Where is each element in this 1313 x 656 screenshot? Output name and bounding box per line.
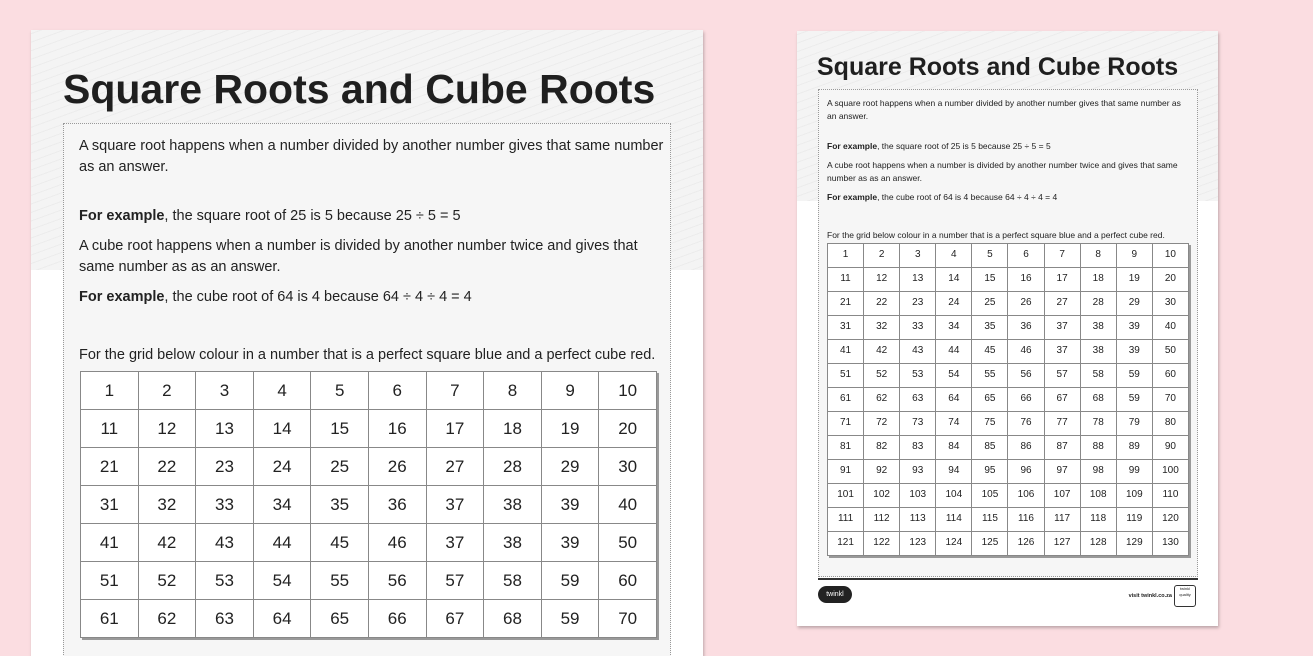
grid-cell: 92 [864, 460, 900, 484]
grid-cell: 122 [864, 532, 900, 556]
grid-cell: 64 [253, 600, 311, 638]
grid-cell: 32 [864, 316, 900, 340]
grid-cell: 14 [936, 268, 972, 292]
grid-cell: 129 [1116, 532, 1152, 556]
cube-root-example: For example, the cube root of 64 is 4 because 64 ÷ 4 ÷ 4 = 4 [79, 289, 472, 305]
grid-cell: 43 [196, 524, 254, 562]
grid-cell: 16 [368, 410, 426, 448]
grid-cell: 28 [484, 448, 542, 486]
grid-cell: 95 [972, 460, 1008, 484]
cube-root-definition: A cube root happens when a number is divided by another number twice and gives that same number as as an answer. [827, 160, 1178, 183]
grid-cell: 38 [1080, 316, 1116, 340]
grid-cell: 20 [1152, 268, 1188, 292]
grid-cell: 89 [1116, 436, 1152, 460]
grid-cell: 85 [972, 436, 1008, 460]
grid-row [81, 372, 657, 410]
number-grid [80, 371, 657, 638]
grid-cell: 35 [311, 486, 369, 524]
grid-cell: 63 [900, 388, 936, 412]
grid-cell: 34 [253, 486, 311, 524]
grid-cell: 2 [138, 372, 196, 410]
grid-cell: 93 [900, 460, 936, 484]
grid-cell: 104 [936, 484, 972, 508]
grid-cell: 36 [1008, 316, 1044, 340]
grid-cell: 52 [138, 562, 196, 600]
grid-cell: 62 [138, 600, 196, 638]
grid-cell: 13 [900, 268, 936, 292]
grid-cell: 114 [936, 508, 972, 532]
grid-cell: 3 [900, 244, 936, 268]
grid-cell: 10 [599, 372, 657, 410]
grid-cell: 84 [936, 436, 972, 460]
grid-cell: 124 [936, 532, 972, 556]
grid-cell: 59 [541, 600, 599, 638]
grid-cell: 60 [599, 562, 657, 600]
grid-cell: 61 [828, 388, 864, 412]
grid-cell: 12 [138, 410, 196, 448]
grid-row [81, 600, 657, 638]
info-box [818, 89, 1198, 577]
grid-cell: 53 [196, 562, 254, 600]
grid-cell: 38 [484, 524, 542, 562]
grid-row [828, 388, 1189, 412]
grid-cell: 6 [368, 372, 426, 410]
grid-cell: 39 [541, 524, 599, 562]
grid-cell: 41 [81, 524, 139, 562]
grid-cell: 37 [426, 524, 484, 562]
grid-cell: 130 [1152, 532, 1188, 556]
grid-cell: 13 [196, 410, 254, 448]
grid-cell: 113 [900, 508, 936, 532]
grid-cell: 46 [1008, 340, 1044, 364]
grid-row [828, 508, 1189, 532]
grid-cell: 94 [936, 460, 972, 484]
grid-cell: 55 [311, 562, 369, 600]
grid-cell: 41 [828, 340, 864, 364]
grid-row [81, 486, 657, 524]
grid-cell: 53 [900, 364, 936, 388]
grid-cell: 18 [1080, 268, 1116, 292]
grid-cell: 1 [81, 372, 139, 410]
grid-row [81, 562, 657, 600]
grid-cell: 88 [1080, 436, 1116, 460]
grid-cell: 83 [900, 436, 936, 460]
grid-cell: 57 [1044, 364, 1080, 388]
grid-row [828, 340, 1189, 364]
grid-cell: 72 [864, 412, 900, 436]
grid-cell: 97 [1044, 460, 1080, 484]
grid-cell: 120 [1152, 508, 1188, 532]
grid-cell: 115 [972, 508, 1008, 532]
grid-row [828, 244, 1189, 268]
grid-cell: 46 [368, 524, 426, 562]
quality-badge-icon: twinkl quality [1174, 585, 1196, 607]
grid-cell: 125 [972, 532, 1008, 556]
grid-cell: 58 [484, 562, 542, 600]
grid-cell: 33 [196, 486, 254, 524]
grid-cell: 45 [311, 524, 369, 562]
grid-cell: 11 [81, 410, 139, 448]
grid-row [81, 448, 657, 486]
grid-instruction: For the grid below colour in a number that is a perfect square blue and a perfect cube red. [827, 230, 1165, 240]
grid-cell: 58 [1080, 364, 1116, 388]
grid-cell: 105 [972, 484, 1008, 508]
grid-cell: 62 [864, 388, 900, 412]
grid-cell: 14 [253, 410, 311, 448]
grid-row [828, 268, 1189, 292]
page-title: Square Roots and Cube Roots [63, 66, 656, 112]
page-title: Square Roots and Cube Roots [817, 53, 1179, 81]
info-box [63, 123, 671, 656]
grid-cell: 5 [311, 372, 369, 410]
grid-cell: 40 [1152, 316, 1188, 340]
grid-cell: 17 [426, 410, 484, 448]
grid-cell: 103 [900, 484, 936, 508]
grid-cell: 101 [828, 484, 864, 508]
grid-cell: 26 [1008, 292, 1044, 316]
grid-cell: 8 [1080, 244, 1116, 268]
grid-cell: 57 [426, 562, 484, 600]
grid-cell: 22 [138, 448, 196, 486]
grid-cell: 24 [936, 292, 972, 316]
cube-root-example: For example, the cube root of 64 is 4 because 64 ÷ 4 ÷ 4 = 4 [827, 192, 1058, 202]
grid-instruction: For the grid below colour in a number that is a perfect square blue and a perfect cube red. [79, 347, 656, 363]
grid-cell: 51 [81, 562, 139, 600]
grid-cell: 119 [1116, 508, 1152, 532]
grid-cell: 4 [253, 372, 311, 410]
grid-cell: 98 [1080, 460, 1116, 484]
grid-cell: 44 [253, 524, 311, 562]
grid-cell: 18 [484, 410, 542, 448]
grid-cell: 117 [1044, 508, 1080, 532]
grid-cell: 19 [1116, 268, 1152, 292]
grid-cell: 87 [1044, 436, 1080, 460]
grid-cell: 51 [828, 364, 864, 388]
grid-cell: 27 [426, 448, 484, 486]
grid-cell: 71 [828, 412, 864, 436]
grid-cell: 21 [828, 292, 864, 316]
grid-cell: 65 [311, 600, 369, 638]
grid-cell: 21 [81, 448, 139, 486]
grid-cell: 6 [1008, 244, 1044, 268]
grid-cell: 34 [936, 316, 972, 340]
grid-cell: 37 [1044, 316, 1080, 340]
grid-cell: 55 [972, 364, 1008, 388]
grid-cell: 4 [936, 244, 972, 268]
grid-cell: 66 [368, 600, 426, 638]
grid-cell: 54 [253, 562, 311, 600]
grid-cell: 59 [541, 562, 599, 600]
square-root-definition: A square root happens when a number divided by another number gives that same number as an answer. [79, 138, 664, 175]
grid-cell: 67 [1044, 388, 1080, 412]
grid-cell: 36 [368, 486, 426, 524]
square-root-example: For example, the square root of 25 is 5 because 25 ÷ 5 = 5 [79, 208, 461, 224]
grid-cell: 9 [541, 372, 599, 410]
grid-cell: 9 [1116, 244, 1152, 268]
grid-cell: 30 [599, 448, 657, 486]
grid-cell: 121 [828, 532, 864, 556]
grid-cell: 126 [1008, 532, 1044, 556]
footer [818, 578, 1198, 620]
grid-cell: 123 [900, 532, 936, 556]
cube-root-definition: A cube root happens when a number is divided by another number twice and gives that same number as as an answer. [79, 238, 638, 275]
grid-row [828, 460, 1189, 484]
grid-cell: 70 [1152, 388, 1188, 412]
grid-cell: 44 [936, 340, 972, 364]
grid-cell: 70 [599, 600, 657, 638]
grid-cell: 37 [426, 486, 484, 524]
grid-cell: 33 [900, 316, 936, 340]
grid-cell: 52 [864, 364, 900, 388]
grid-cell: 38 [484, 486, 542, 524]
grid-cell: 39 [541, 486, 599, 524]
grid-cell: 20 [599, 410, 657, 448]
grid-cell: 50 [599, 524, 657, 562]
grid-cell: 112 [864, 508, 900, 532]
grid-cell: 40 [599, 486, 657, 524]
grid-cell: 56 [368, 562, 426, 600]
website-link: visit twinkl.co.za [1128, 593, 1172, 599]
grid-row [828, 532, 1189, 556]
grid-row [81, 410, 657, 448]
grid-cell: 107 [1044, 484, 1080, 508]
grid-cell: 15 [311, 410, 369, 448]
grid-cell: 60 [1152, 364, 1188, 388]
grid-cell: 68 [484, 600, 542, 638]
grid-cell: 26 [368, 448, 426, 486]
grid-cell: 17 [1044, 268, 1080, 292]
grid-cell: 24 [253, 448, 311, 486]
grid-cell: 5 [972, 244, 1008, 268]
grid-cell: 42 [864, 340, 900, 364]
grid-cell: 110 [1152, 484, 1188, 508]
grid-cell: 65 [972, 388, 1008, 412]
grid-cell: 99 [1116, 460, 1152, 484]
grid-row [828, 436, 1189, 460]
grid-cell: 64 [936, 388, 972, 412]
grid-cell: 59 [1116, 388, 1152, 412]
grid-cell: 96 [1008, 460, 1044, 484]
grid-cell: 108 [1080, 484, 1116, 508]
grid-cell: 118 [1080, 508, 1116, 532]
grid-cell: 63 [196, 600, 254, 638]
grid-cell: 39 [1116, 316, 1152, 340]
grid-cell: 61 [81, 600, 139, 638]
grid-cell: 79 [1116, 412, 1152, 436]
grid-cell: 2 [864, 244, 900, 268]
grid-cell: 111 [828, 508, 864, 532]
grid-cell: 90 [1152, 436, 1188, 460]
grid-cell: 12 [864, 268, 900, 292]
grid-cell: 38 [1080, 340, 1116, 364]
grid-cell: 11 [828, 268, 864, 292]
square-root-definition: A square root happens when a number divided by another number gives that same number as an answer. [827, 98, 1181, 121]
grid-cell: 31 [828, 316, 864, 340]
grid-cell: 78 [1080, 412, 1116, 436]
grid-cell: 82 [864, 436, 900, 460]
grid-cell: 116 [1008, 508, 1044, 532]
grid-cell: 23 [196, 448, 254, 486]
grid-cell: 8 [484, 372, 542, 410]
grid-cell: 28 [1080, 292, 1116, 316]
grid-cell: 56 [1008, 364, 1044, 388]
twinkl-logo: twinkl [818, 586, 852, 603]
grid-cell: 35 [972, 316, 1008, 340]
grid-cell: 43 [900, 340, 936, 364]
grid-cell: 22 [864, 292, 900, 316]
worksheet-preview-full [797, 31, 1218, 626]
grid-cell: 27 [1044, 292, 1080, 316]
grid-cell: 80 [1152, 412, 1188, 436]
grid-cell: 100 [1152, 460, 1188, 484]
grid-cell: 74 [936, 412, 972, 436]
grid-cell: 75 [972, 412, 1008, 436]
grid-cell: 37 [1044, 340, 1080, 364]
grid-cell: 91 [828, 460, 864, 484]
grid-cell: 15 [972, 268, 1008, 292]
grid-cell: 10 [1152, 244, 1188, 268]
grid-row [828, 364, 1189, 388]
grid-cell: 68 [1080, 388, 1116, 412]
grid-cell: 50 [1152, 340, 1188, 364]
grid-cell: 45 [972, 340, 1008, 364]
grid-cell: 29 [541, 448, 599, 486]
grid-row [828, 316, 1189, 340]
worksheet-preview-large [31, 30, 703, 656]
grid-cell: 42 [138, 524, 196, 562]
grid-cell: 25 [311, 448, 369, 486]
grid-cell: 76 [1008, 412, 1044, 436]
grid-cell: 3 [196, 372, 254, 410]
grid-cell: 106 [1008, 484, 1044, 508]
grid-cell: 1 [828, 244, 864, 268]
grid-cell: 16 [1008, 268, 1044, 292]
grid-cell: 23 [900, 292, 936, 316]
grid-cell: 7 [426, 372, 484, 410]
square-root-example: For example, the square root of 25 is 5 because 25 ÷ 5 = 5 [827, 141, 1051, 151]
grid-cell: 73 [900, 412, 936, 436]
grid-cell: 128 [1080, 532, 1116, 556]
grid-cell: 67 [426, 600, 484, 638]
grid-cell: 29 [1116, 292, 1152, 316]
grid-cell: 32 [138, 486, 196, 524]
grid-cell: 31 [81, 486, 139, 524]
grid-cell: 25 [972, 292, 1008, 316]
grid-cell: 66 [1008, 388, 1044, 412]
grid-cell: 86 [1008, 436, 1044, 460]
grid-cell: 109 [1116, 484, 1152, 508]
grid-cell: 81 [828, 436, 864, 460]
grid-row [828, 412, 1189, 436]
grid-cell: 39 [1116, 340, 1152, 364]
grid-row [828, 484, 1189, 508]
grid-cell: 59 [1116, 364, 1152, 388]
grid-cell: 30 [1152, 292, 1188, 316]
grid-cell: 19 [541, 410, 599, 448]
grid-cell: 54 [936, 364, 972, 388]
grid-cell: 127 [1044, 532, 1080, 556]
grid-cell: 77 [1044, 412, 1080, 436]
grid-row [81, 524, 657, 562]
grid-cell: 102 [864, 484, 900, 508]
number-grid [827, 243, 1189, 556]
grid-row [828, 292, 1189, 316]
grid-cell: 7 [1044, 244, 1080, 268]
